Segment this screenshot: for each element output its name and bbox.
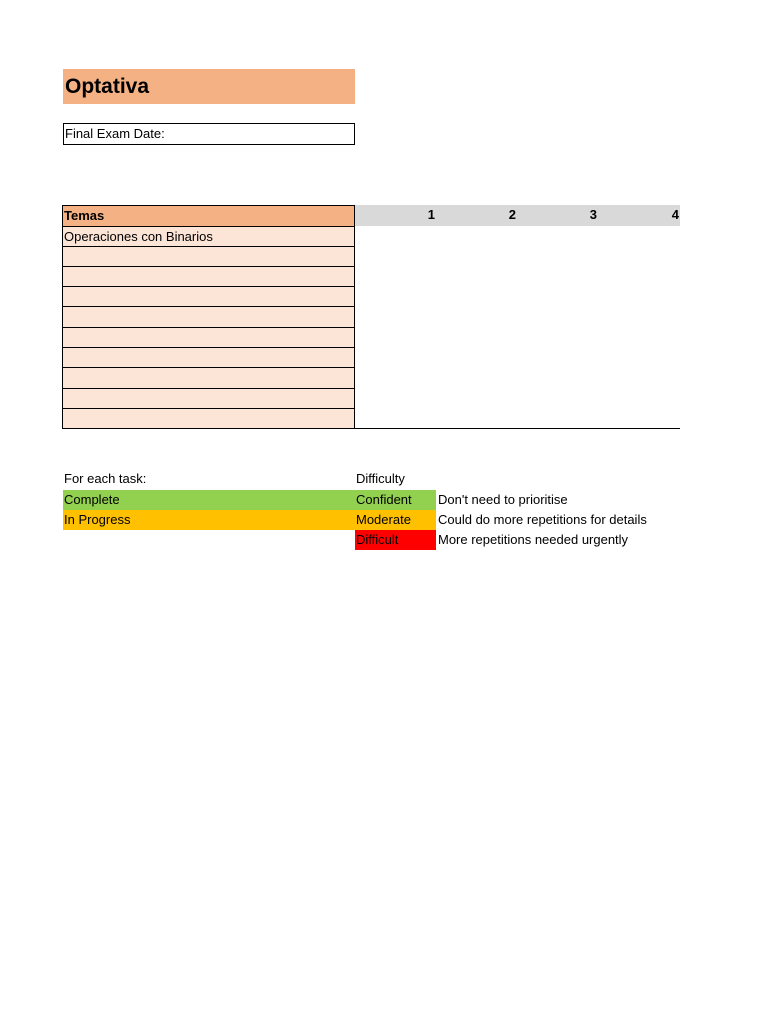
topic-row[interactable] (62, 327, 355, 348)
session-number-4: 4 (671, 207, 679, 222)
session-number-header (355, 205, 680, 226)
session-number-3: 3 (589, 207, 597, 222)
topic-row[interactable] (62, 408, 355, 429)
status-in-progress: In Progress (63, 510, 355, 530)
topics-column-header: Temas (62, 205, 355, 226)
session-number-2: 2 (508, 207, 516, 222)
difficulty-moderate: Moderate (355, 510, 436, 530)
status-complete: Complete (63, 490, 355, 510)
topic-row[interactable]: Operaciones con Binarios (62, 226, 355, 247)
difficulty-legend-label: Difficulty (356, 471, 405, 486)
topic-row[interactable] (62, 388, 355, 409)
difficulty-difficult: Difficult (355, 530, 436, 550)
topic-row[interactable] (62, 367, 355, 388)
difficulty-confident-description: Don't need to prioritise (438, 492, 568, 507)
topic-row[interactable] (62, 266, 355, 287)
task-legend-label: For each task: (64, 471, 147, 486)
difficulty-confident: Confident (355, 490, 436, 510)
topic-row[interactable] (62, 306, 355, 327)
sheet-title: Optativa (63, 69, 355, 104)
difficulty-difficult-description: More repetitions needed urgently (438, 532, 629, 547)
topic-row[interactable] (62, 286, 355, 307)
table-bottom-border (62, 428, 680, 429)
final-exam-date-cell[interactable]: Final Exam Date: (63, 123, 355, 145)
topic-row[interactable] (62, 347, 355, 368)
session-number-1: 1 (427, 207, 435, 222)
difficulty-moderate-description: Could do more repetitions for details (438, 512, 647, 527)
topic-row[interactable] (62, 246, 355, 267)
